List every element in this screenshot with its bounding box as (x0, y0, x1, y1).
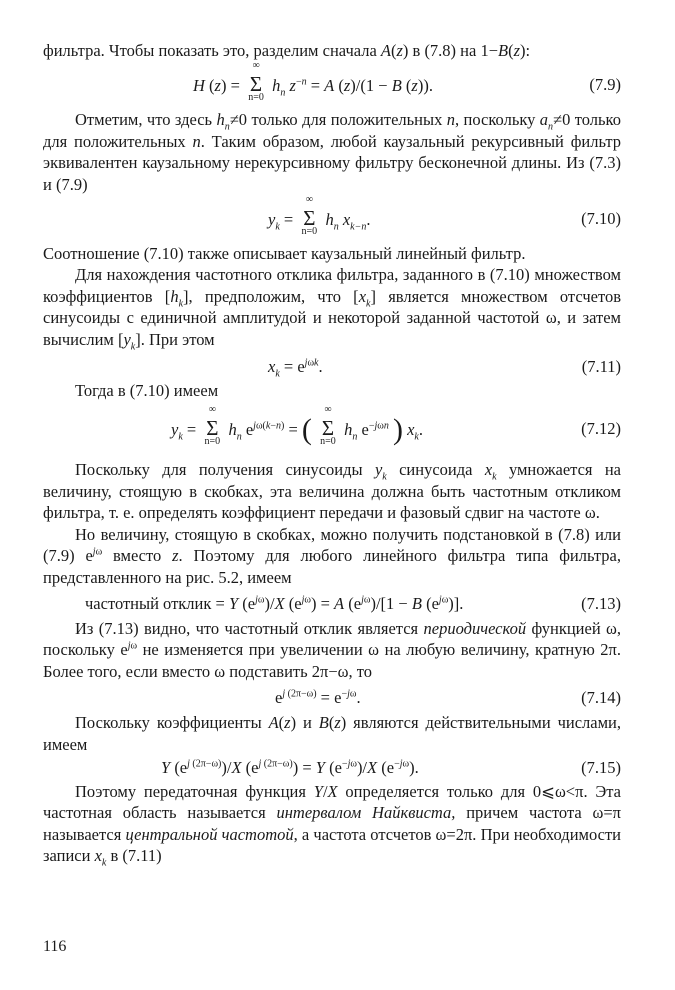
equation-7-9-body: H (z) = ∞ Σ n=0 $h_n$ $z^{-n} = A$ (z)/(1 − B (z)). (193, 60, 433, 104)
equation-number: (7.13) (581, 593, 621, 613)
equation-7-14 (43, 682, 621, 712)
equation-number: (7.14) (581, 688, 621, 708)
paragraph-6: Поскольку для получения синусоиды $y_k$ синусоида $x_k$ умножается на величину, стоящую в скобках, эта величина должна быть частотным откликом фильтра, т. е. определять коэффициент передачи и фазовый сдвиг на частоте ω. (43, 460, 621, 523)
equation-7-9 (43, 61, 621, 109)
paragraph-1: фильтра. Чтобы показать это, разделим сначала A(z) в (7.8) на 1−B(z): (43, 41, 531, 60)
sum-symbol: ∞ Σ n=0 (204, 404, 221, 448)
page-number: 116 (43, 938, 67, 955)
sum-symbol: ∞ Σ n=0 (320, 404, 336, 448)
equation-7-11 (43, 350, 621, 380)
paragraph-3: Соотношение (7.10) также описывает каузальный линейный фильтр. (43, 244, 526, 264)
equation-number: (7.15) (581, 757, 621, 777)
equation-7-13-body: частотный отклик = Y $(e^{j\omega})/X$ $(e^{j\omega}) = A$ $(e^{j\omega})/[1 - B$ $(e^{j\omega})$]. (85, 593, 464, 613)
equation-7-12-body: $y_k$ = ∞ Σ n=0 $h_n$ $e^{j\omega(k-n)}$ = ( ∞ Σ n=0 $h_n$ $e^{-j\omega n}$ ) $x_k$. (171, 404, 423, 448)
equation-7-11-body: $x_k = e^{j\omega k}$. (268, 357, 323, 380)
paragraph-4: Для нахождения частотного отклика фильтра, заданного в (7.10) множеством коэффициентов $[h_k]$, предположим, что $[x_k]$ является множеством отсчетов синусоиды с единичной амплитудой и некоторой заданной частотой ω, и затем вычислим $[y_k]$. При этом (43, 265, 621, 352)
equation-7-14-body: $e^{j (2\pi-\omega)} = e^{-j\omega}$. (275, 688, 361, 708)
paragraph-10: Поэтому передаточная функция Y/X определяется только для 0⩽ω<π. Эта частотная область называется интервалом Найквиста, причем частота ω=π называется центральной частотой, а частота отсчетов ω=2π. При необходимости записи $x_k$ в (7.11) (43, 781, 621, 869)
equation-7-13 (43, 588, 621, 618)
paragraph-8: Из (7.13) видно, что частотный отклик является периодической функцией ω, поскольку $e^{j\omega}$ не изменяется при увеличении ω на любую величину, кратную 2π. Более того, если вместо ω подставить 2π−ω, то (43, 618, 622, 681)
equation-number: (7.11) (581, 357, 621, 377)
paragraph-5: Тогда в (7.10) имеем (75, 381, 219, 401)
paragraph-9: Поскольку коэффициенты A(z) и B(z) являются действительными числами, имеем (43, 713, 622, 754)
equation-7-10 (43, 195, 621, 243)
paragraph-2: Отметим, что здесь $h_n\ne 0$ только для положительных n, поскольку $a_n\ne 0$ только для положительных n. Таким образом, любой каузальный рекурсивный фильтр эквивалентен каузальному нерекурсивному фильтру бесконечной длины. Из (7.3) и (7.9) (43, 110, 622, 194)
equation-number: (7.10) (581, 209, 621, 229)
page-body (43, 40, 621, 867)
paragraph-7: Но величину, стоящую в скобках, можно получить подстановкой в (7.8) или (7.9) $e^{j\omega}$ вместо z. Поэтому для любого линейного фильтра типа фильтра, представленного на рис. 5.2, имеем (43, 524, 621, 587)
equation-7-15 (43, 755, 621, 781)
sum-symbol: ∞ Σ n=0 (301, 194, 318, 238)
equation-number: (7.12) (581, 419, 621, 439)
equation-7-15-body: Y $(e^{j (2\pi-\omega)})/X$ $(e^{j (2\pi-\omega)}) = Y$ $(e^{-j\omega})/X$ $(e^{-j\omega})$. (161, 757, 419, 777)
sum-symbol: ∞ Σ n=0 (248, 60, 264, 104)
equation-7-10-body: $y_k$ = ∞ Σ n=0 $h_n$ $x_{k-n}$. (268, 194, 371, 238)
equation-7-12 (43, 401, 621, 459)
equation-number: (7.9) (589, 75, 621, 95)
